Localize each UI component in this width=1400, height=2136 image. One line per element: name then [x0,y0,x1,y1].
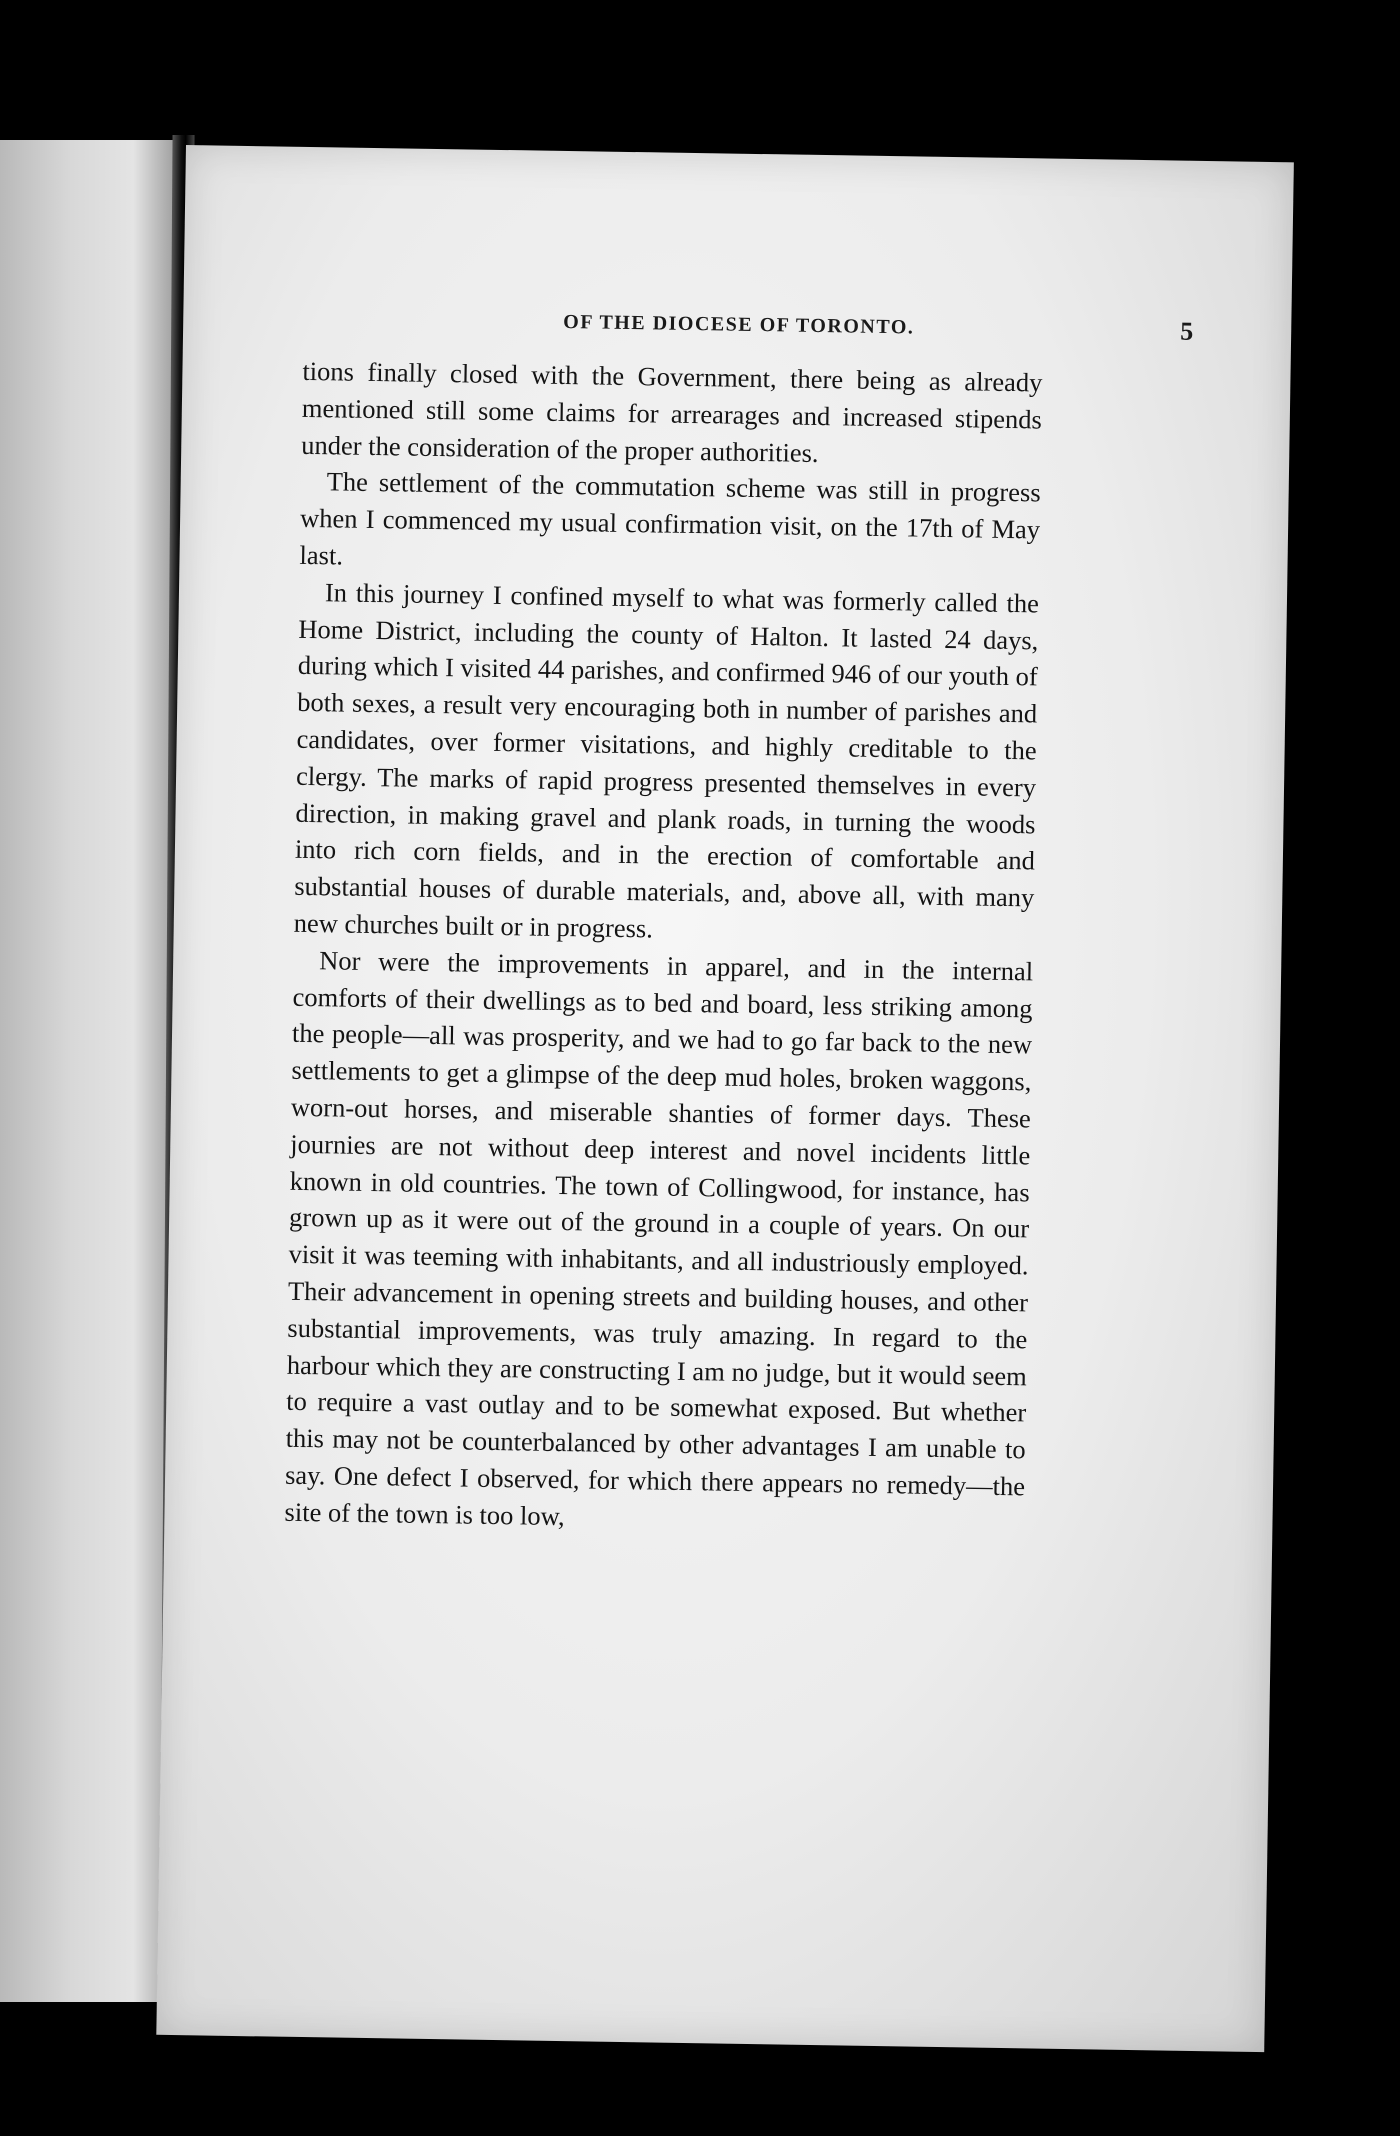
body-text [284,353,1042,1542]
paragraph: The settlement of the commutation scheme was still in progress when I commenced my usual confirmation visit, on the 17th of May last. [299,466,1041,571]
paragraph: Nor were the improvements in apparel, and in the internal comforts of their dwellings as to bed and board, less striking among the people—all was prosperity, and we had to go far back to the new settlements to get a glimpse of the deep mud holes, broken waggons, worn-out horses, and miserable shanties of former days. These journies are not without deep interest and novel incidents little known in old countries. The town of Collingwood, for instance, has grown up as it were out of the ground in a couple of years. On our visit it was teeming with inhabitants, and all industriously employed. Their advancement in opening streets and building houses, and other substantial improvements, was truly amazing. In regard to the harbour which they are constructing I am no judge, but it would seem to require a vast outlay and to be somewhat exposed. But whether this may not be counterbalanced by other advantages I am unable to say. One defect I observed, for which there appears no remedy—the site of the town is too low, [284,944,1034,1531]
page-number: 5 [1179,316,1194,346]
paragraph: tions finally closed with the Government, there being as already mentioned still some claims for arrearages and increased stipends under the consideration of the proper authorities. [301,355,1043,468]
running-head: OF THE DIOCESE OF TORONTO. [563,310,915,339]
paragraph: In this journey I confined myself to what was formerly called the Home District, including the county of Halton. It lasted 24 days, during which I visited 44 parishes, and confirmed 946 of our youth of both sexes, a result very encouraging both in number of parishes and candidates, over former visitations, and highly creditable to the clergy. The marks of rapid progress presented themselves in every direction, in making gravel and plank roads, in turning the woods into rich corn fields, and in the erection of comfortable and substantial houses of durable materials, and, above all, with many new churches built or in progress. [293,577,1040,944]
book-page [156,145,1294,2052]
page-header [363,308,1194,361]
facing-page-edge [0,140,178,2002]
